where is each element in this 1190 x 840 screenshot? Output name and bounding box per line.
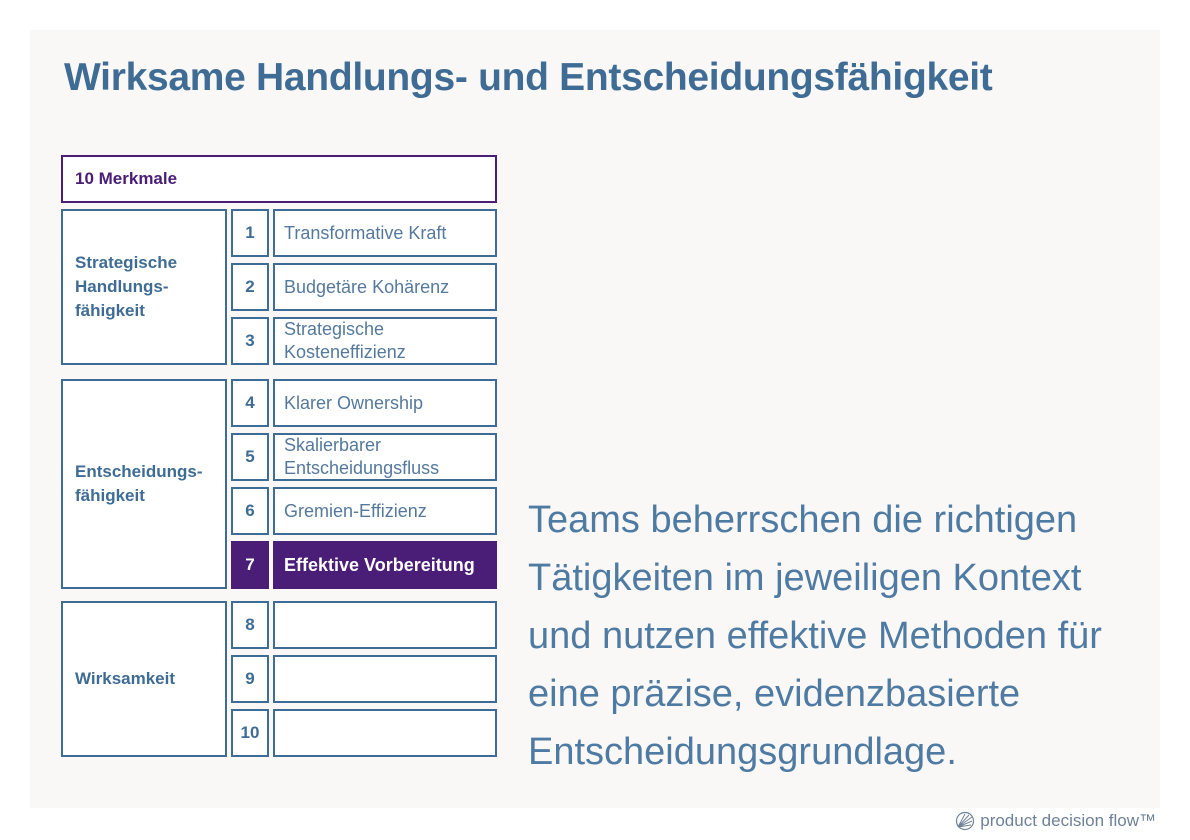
item-label-empty <box>273 709 497 757</box>
item-label-empty <box>273 601 497 649</box>
item-number: 3 <box>231 317 269 365</box>
group-wirksamkeit <box>61 601 227 757</box>
item-label: Transformative Kraft <box>273 209 497 257</box>
item-label-active: Effektive Vorbereitung <box>273 541 497 589</box>
item-label-empty <box>273 655 497 703</box>
brand-footer <box>955 811 1156 831</box>
item-number: 5 <box>231 433 269 481</box>
item-number: 1 <box>231 209 269 257</box>
item-number: 10 <box>231 709 269 757</box>
item-number: 6 <box>231 487 269 535</box>
item-number: 4 <box>231 379 269 427</box>
fan-logo-icon <box>955 811 975 831</box>
group-entscheidungsfaehigkeit <box>61 379 227 589</box>
item-number: 2 <box>231 263 269 311</box>
page-title: Wirksame Handlungs- und Entscheidungsfähigkeit <box>64 56 993 99</box>
item-label: Gremien-Effizienz <box>273 487 497 535</box>
item-label: Strategische Kosteneffizienz <box>273 317 497 365</box>
item-number: 8 <box>231 601 269 649</box>
item-number-active: 7 <box>231 541 269 589</box>
group-label: Wirksamkeit <box>75 669 176 688</box>
group-label: Strategische Handlungs- fähigkeit <box>75 253 178 320</box>
item-label: Skalierbarer Entscheidungsfluss <box>273 433 497 481</box>
description-text: Teams beherrschen die richtigen Tätigkeiten im jeweiligen Kontext und nutzen effektive Methoden für eine präzise, evidenzbasierte Entscheidungsgrundlage. <box>528 499 1102 773</box>
item-label: Budgetäre Kohärenz <box>273 263 497 311</box>
item-number: 9 <box>231 655 269 703</box>
group-label: Entscheidungs- fähigkeit <box>75 462 203 505</box>
merkmale-header: 10 Merkmale <box>61 155 497 203</box>
group-strategische-handlungsfaehigkeit <box>61 209 227 365</box>
item-label: Klarer Ownership <box>273 379 497 427</box>
brand-text: product decision flow™ <box>980 811 1156 830</box>
